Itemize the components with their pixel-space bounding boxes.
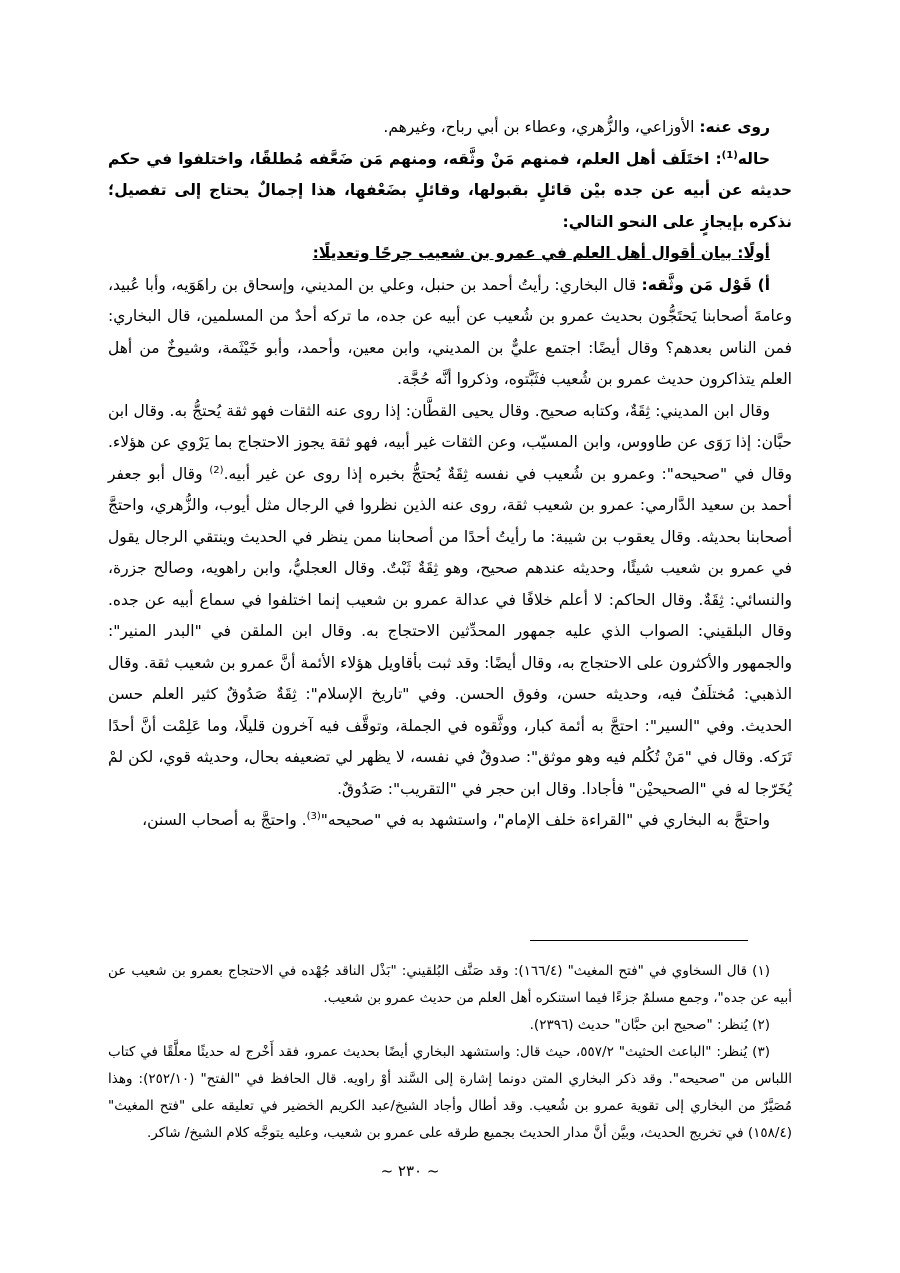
footnotes — [108, 958, 792, 1147]
status-text: : اختَلَف أهل العلم، فمنهم مَنْ وثَّقه، ومنهم مَن ضَعَّفه مُطلقًا، واختلفوا في حكم حديثه عن أبيه عن جده بيْن قائلٍ بقبولها، وقائلٍ بضَعْفها، هذا إجمالٌ يحتاج إلى تفصيل؛ نذكره بإيجازٍ على النحو التالي: — [108, 149, 792, 231]
label-narrated-from-him: روى عنه: — [699, 118, 770, 136]
main-text — [108, 112, 792, 837]
label-authenticators: أ) قَوْل مَن وثَّقه: — [641, 275, 771, 294]
bukhari-text-a: واحتجَّ به البخاري في "القراءة خلف الإمام"، واستشهد به في "صحيحه" — [320, 811, 770, 829]
authenticators-text: قال البخاري: رأيتُ أحمد بن حنبل، وعلي بن المديني، وإسحاق بن راهَوَيه، وأبا عُبيد، وعامةَ أصحابنا يَحتَجُّون بحديث عمرو بن شُعيب عن أبيه عن جده، ما تركه أحدٌ من المسلمين، قال البخاري: فمن الناس بعدهم؟ وقال أيضًا: اجتمع عليٌّ بن المديني، وابن معين، وأحمد، وأبو خَيْثَمة، وشيوخٌ من أهل العلم يتذاكرون حديث عمرو بن شُعيب فثَبَّتوه، وذكروا أنَّه حُجَّة. — [108, 275, 792, 388]
page-number: ~ ٢٣٠ ~ — [380, 1162, 440, 1180]
paragraph-bukhari — [108, 805, 792, 837]
paragraph-status — [108, 144, 792, 239]
footnote-ref-1[interactable]: (1) — [721, 149, 738, 161]
footnote-separator — [530, 940, 748, 941]
paragraph-scholar-statements — [108, 396, 792, 806]
narrators-text: الأوزاعي، والزُّهري، وعطاء بن أبي رباح، وغيرهم. — [383, 118, 700, 136]
footnote-2: (٢) يُنظر: "صحيح ابن حبَّان" حديث (٢٣٩٦). — [529, 1017, 770, 1033]
footnote-ref-2[interactable]: (2) — [209, 464, 224, 476]
bukhari-text-b: . واحتجَّ به أصحاب السنن، — [142, 811, 307, 829]
section-heading-text: : بيان أقوال أهل العلم في عمرو بن شعيب جرحًا وتعديلًا: — [312, 244, 744, 262]
footnote-1: (١) قال السخاوي في "فتح المغيث" (١٦٦/٤): وقد صَنَّف البُلقيني: "بَذْل الناقد جُهْده في الاحتجاج بعمرو بن شعيب عن أبيه عن جده"، وجمع مسلمٌ جزءًا فيما استنكره أهل العلم من حديث عمرو بن شعيب. — [108, 963, 792, 1006]
footnote-ref-3[interactable]: (3) — [306, 810, 321, 822]
scholar-statements-text-a: وقال ابن المديني: ثِقَةٌ، وكتابه صحيح. وقال يحيى القطَّان: إذا روى عنه الثقات فهو ثقة يُحتجُّ به. وقال ابن حبَّان: إذا رَوَى عن طاووس، وابن المسيّب، وعن الثقات غير أبيه، فهو ثقة يجوز الاحتجاج بما يَرْوي عن هؤلاء. وقال في "صحيحه": وعمرو بن شُعيب في نفسه ثِقَةٌ يُحتجُّ بخبره إذا روى عن غير أبيه. — [108, 401, 792, 483]
paragraph-narrators — [108, 112, 792, 144]
label-first: أولًا — [743, 244, 770, 262]
paragraph-section-heading — [108, 238, 792, 270]
paragraph-those-who-authenticated — [108, 270, 792, 396]
label-status: حاله — [737, 149, 770, 168]
footnote-3: (٣) يُنظر: "الباعث الحثيث" ٥٥٧/٢، حيث قال: واستشهد البخاري أيضًا بحديث عمرو، فقد أَخْرج له حديثًا معلَّقًا في كتاب اللباس من "صحيحه". وقد ذكر البخاري المتن دونما إشارة إلى السَّند أوْ راويه. قال الحافظ في "الفتح" (٢٥٢/١٠): وهذا مُصَيَّرٌ من البخاري إلى تقوية عمرو بن شُعيب. وقد أطال وأجاد الشيخ/عبد الكريم الخضير في تعليقه على "فتح المغيث" (١٥٨/٤) في تخريج الحديث، وبيَّن أنَّ مدار الحديث بجميع طرقه على عمرو بن شعيب، وعليه يتوجَّه كلام الشيخ/ شاكر. — [108, 1044, 792, 1141]
scholar-statements-text-b: وقال أبو جعفر أحمد بن سعيد الدَّارمي: عمرو بن شعيب ثقة، روى عنه الذين نظروا في الرجال مثل أيوب، والزُّهري، واحتجَّ أصحابنا بحديثه. وقال يعقوب بن شيبة: ما رأيتُ أحدًا من أصحابنا ممن ينظر في الحديث وينتقي الرجال يقول في عمرو بن شعيب شيئًا، وحديثه عندهم صحيح، وهو ثِقَةٌ ثَبْتٌ. وقال العجليُّ، وابن راهويه، وصالح جزرة، والنسائي: ثِقَةٌ. وقال الحاكم: لا أعلم خلافًا في عدالة عمرو بن شعيب إنما اختلفوا في سماع أبيه عن جده. وقال البلقيني: الصواب الذي عليه جمهور المحدِّثين الاحتجاج به. وقال ابن الملقن في "البدر المنير": والجمهور والأكثرون على الاحتجاج به، وقال أيضًا: وقد ثبت بأقاويل هؤلاء الأئمة أنَّ عمرو بن شعيب ثقة. وقال الذهبي: مُختلَفٌ فيه، وحديثه حسن، وفوق الحسن. وفي "تاريخ الإسلام": ثِقَةٌ صَدُوقٌ كثير العلم حسن الحديث. وفي "السير": احتجَّ به أئمة كبار، ووثَّقوه في الجملة، وتوقَّف فيه آخرون قليلًا، وما عَلِمْت أنَّ أحدًا تَرَكه. وقال في "مَنْ تُكُلم فيه وهو موثق": صدوقٌ في نفسه، لا يظهر لي تضعيفه بحال، وحديثه قوي، لكن لمْ يُخَرّجا له في "الصحيحيْن" فأجادا. وقال ابن حجر في "التقريب": صَدُوقٌ. — [108, 464, 792, 798]
